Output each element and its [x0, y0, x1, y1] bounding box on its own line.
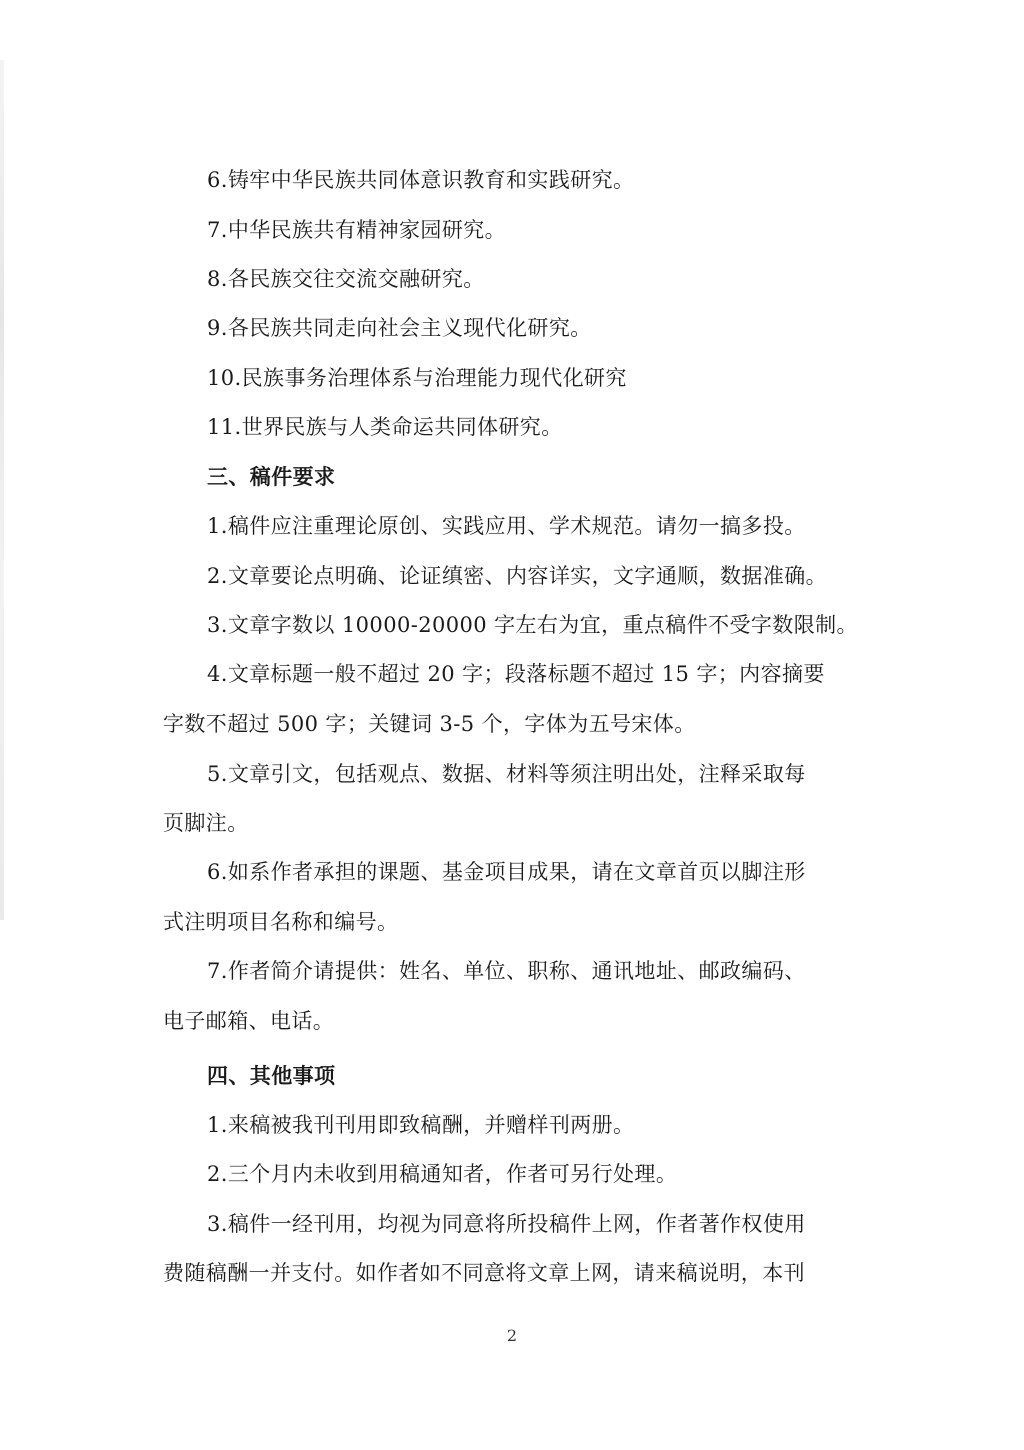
section-heading-requirements: 三、稿件要求 — [207, 464, 336, 489]
section-heading-other-matters: 四、其他事项 — [207, 1063, 336, 1088]
requirement-item-1: 1.稿件应注重理论原创、实践应用、学术规范。请勿一搞多投。 — [207, 514, 806, 538]
other-item-1: 1.来稿被我刊刊用即致稿酬，并赠样刊两册。 — [207, 1113, 635, 1137]
other-item-3-line-1: 3.稿件一经刊用，均视为同意将所投稿件上网，作者著作权使用 — [207, 1212, 806, 1236]
requirement-item-7-line-2: 电子邮箱、电话。 — [163, 1009, 335, 1033]
requirement-item-4-line-2: 字数不超过 500 字；关键词 3-5 个，字体为五号宋体。 — [163, 712, 696, 736]
other-item-3-line-2: 费随稿酬一并支付。如作者如不同意将文章上网，请来稿说明，本刊 — [163, 1261, 805, 1285]
requirement-item-5-line-1: 5.文章引文，包括观点、数据、材料等须注明出处，注释采取每 — [207, 762, 806, 786]
topic-item-9: 9.各民族共同走向社会主义现代化研究。 — [207, 316, 592, 340]
requirement-item-7-line-1: 7.作者简介请提供：姓名、单位、职称、通讯地址、邮政编码、 — [207, 959, 806, 983]
requirement-item-3: 3.文章字数以 10000-20000 字左右为宜，重点稿件不受字数限制。 — [207, 613, 858, 637]
requirement-item-4-line-1: 4.文章标题一般不超过 20 字；段落标题不超过 15 字；内容摘要 — [207, 662, 825, 686]
topic-item-10: 10.民族事务治理体系与治理能力现代化研究 — [207, 366, 627, 390]
requirement-item-5-line-2: 页脚注。 — [163, 811, 249, 835]
topic-item-11: 11.世界民族与人类命运共同体研究。 — [207, 415, 563, 439]
requirement-item-2: 2.文章要论点明确、论证缜密、内容详实，文字通顺，数据准确。 — [207, 564, 828, 588]
topic-item-8: 8.各民族交往交流交融研究。 — [207, 267, 485, 291]
other-item-2: 2.三个月内未收到用稿通知者，作者可另行处理。 — [207, 1162, 678, 1186]
topic-item-7: 7.中华民族共有精神家园研究。 — [207, 218, 507, 242]
scan-edge-shadow — [0, 60, 4, 920]
topic-item-6: 6.铸牢中华民族共同体意识教育和实践研究。 — [207, 168, 635, 192]
page-number: 2 — [506, 1326, 518, 1345]
requirement-item-6-line-2: 式注明项目名称和编号。 — [163, 910, 399, 934]
requirement-item-6-line-1: 6.如系作者承担的课题、基金项目成果，请在文章首页以脚注形 — [207, 860, 806, 884]
